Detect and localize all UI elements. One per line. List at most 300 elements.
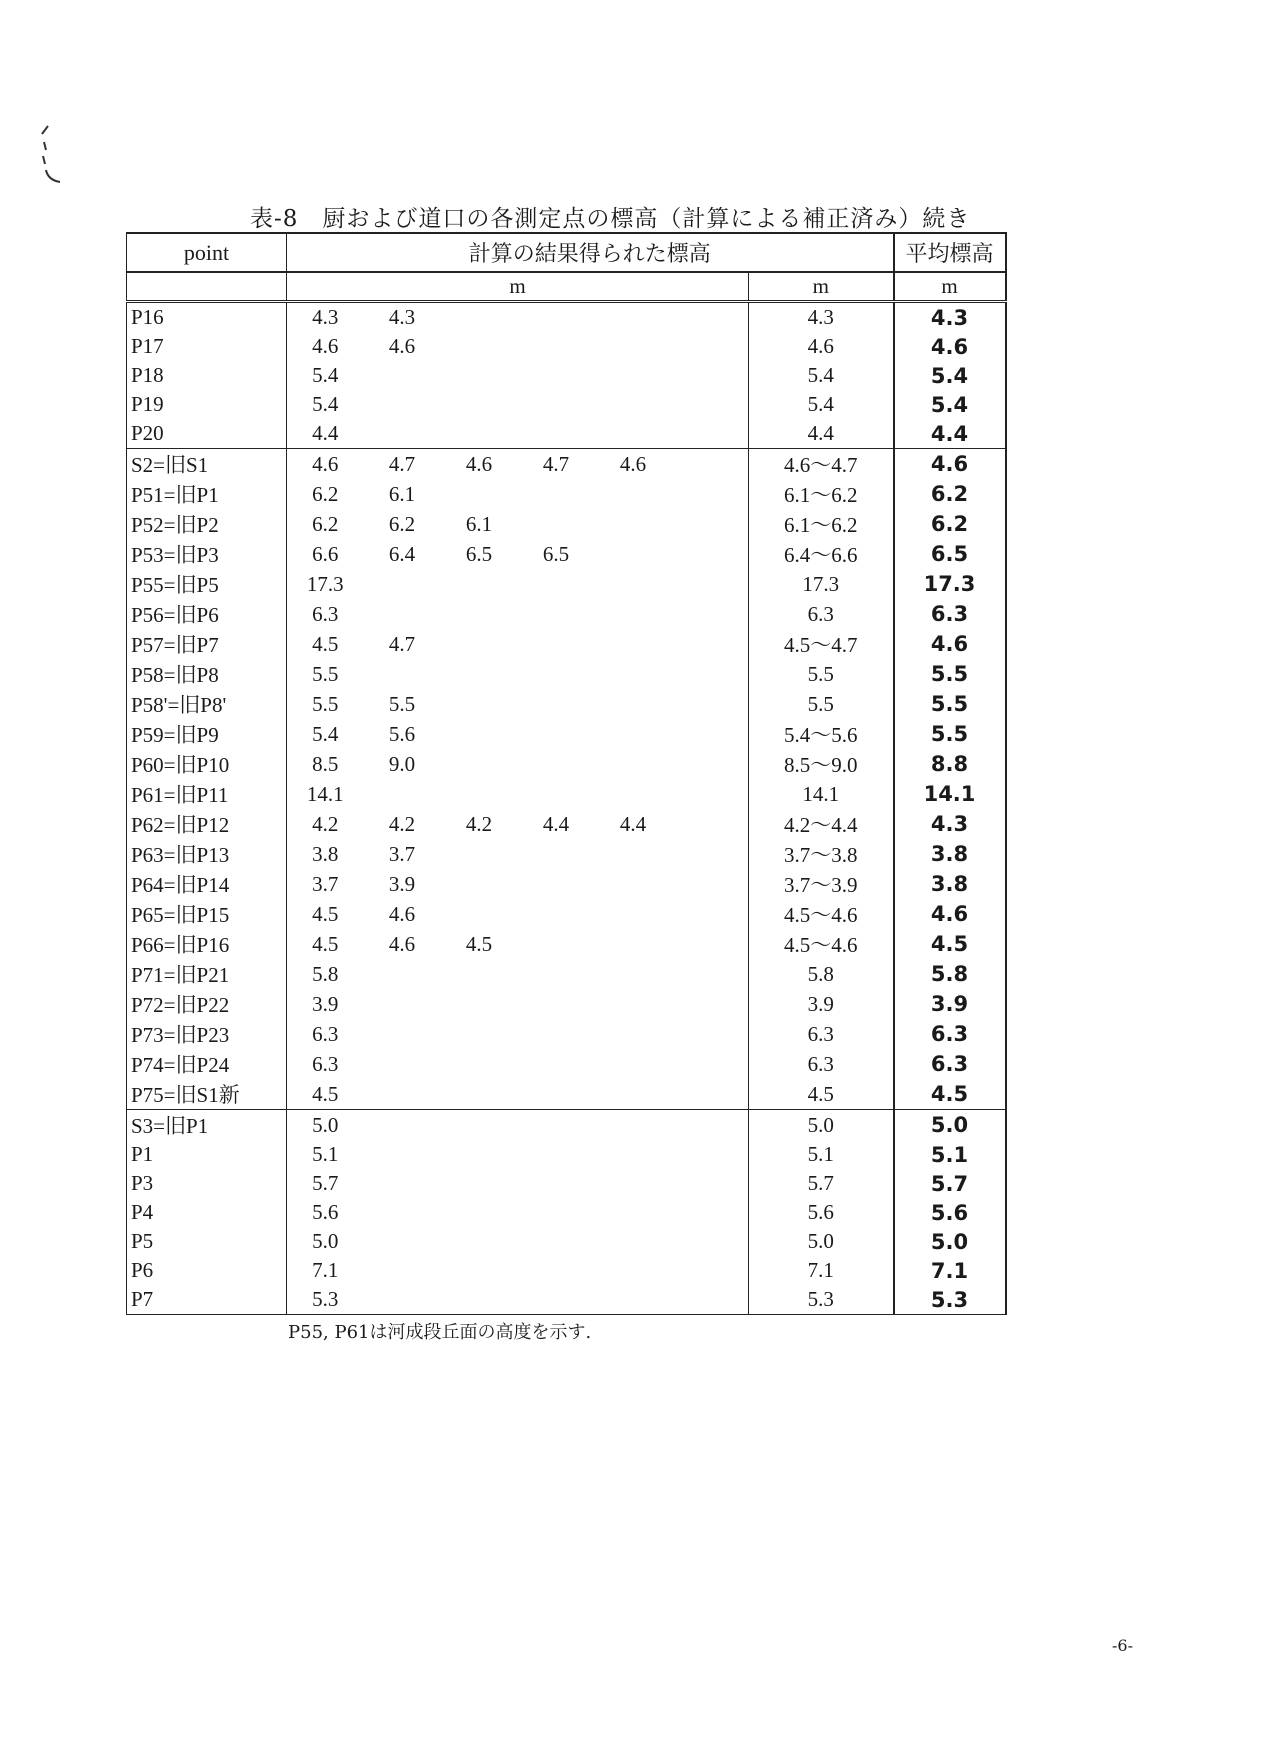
value-cell: 5.4 (312, 721, 339, 746)
value-cell: 4.6 (287, 449, 364, 480)
average-cell: 4.3 (894, 302, 1006, 333)
value-cell: 4.4 (619, 811, 647, 836)
value-cell (364, 1285, 441, 1315)
point-cell: P58=旧P8 (127, 659, 287, 689)
value-cell (595, 361, 672, 390)
value-cell (441, 1110, 518, 1141)
range-cell: 6.3 (749, 599, 894, 629)
table-row (127, 1227, 1006, 1256)
value-cell (518, 989, 595, 1019)
value-cell (672, 1140, 749, 1169)
range-cell: 5.1 (749, 1140, 894, 1169)
value-cell (441, 390, 518, 419)
value-cell: 4.5 (312, 631, 339, 656)
table-row (127, 569, 1006, 599)
value-cell (518, 1110, 595, 1141)
value-cell (595, 1079, 672, 1110)
value-cell: 5.1 (312, 1142, 339, 1166)
value-cell: 5.6 (388, 721, 416, 746)
value-cell (518, 1049, 595, 1079)
range-cell: 14.1 (749, 779, 894, 809)
value-cell (595, 1110, 672, 1141)
value-cell (672, 599, 749, 629)
average-cell: 3.9 (894, 989, 1006, 1019)
range-cell: 5.0 (749, 1110, 894, 1141)
average-cell: 5.0 (894, 1110, 1006, 1141)
value-cell: 4.5 (312, 1081, 339, 1106)
average-cell: 8.8 (894, 749, 1006, 779)
value-cell (364, 659, 441, 689)
table-row (127, 539, 1006, 569)
point-cell: P57=旧P7 (127, 629, 287, 659)
table-row (127, 959, 1006, 989)
value-cell (364, 1227, 441, 1256)
value-cell: 5.5 (312, 661, 339, 686)
point-cell: P75=旧S1新 (127, 1079, 287, 1110)
value-cell (595, 332, 672, 361)
table-row (127, 659, 1006, 689)
point-cell: P64=旧P14 (127, 869, 287, 899)
range-cell: 6.4～6.6 (749, 539, 894, 569)
range-cell: 4.6 (749, 332, 894, 361)
value-cell (364, 779, 441, 809)
point-cell: P62=旧P12 (127, 809, 287, 839)
value-cell (672, 659, 749, 689)
value-cell (672, 1019, 749, 1049)
value-cell (595, 629, 672, 659)
range-cell: 4.5～4.6 (749, 929, 894, 959)
value-cell (441, 959, 518, 989)
average-cell: 5.3 (894, 1285, 1006, 1315)
value-cell (441, 1019, 518, 1049)
value-cell (441, 361, 518, 390)
value-cell (595, 1198, 672, 1227)
value-cell (518, 959, 595, 989)
value-cell (441, 1285, 518, 1315)
range-cell: 5.5 (749, 659, 894, 689)
value-cell (672, 1198, 749, 1227)
value-cell: 3.9 (312, 991, 339, 1016)
point-cell: P60=旧P10 (127, 749, 287, 779)
value-cell (595, 989, 672, 1019)
point-cell: P7 (127, 1285, 287, 1315)
value-cell (595, 539, 672, 569)
value-cell (518, 659, 595, 689)
value-cell (595, 689, 672, 719)
range-cell: 17.3 (749, 569, 894, 599)
table-row (127, 719, 1006, 749)
point-cell: P72=旧P22 (127, 989, 287, 1019)
value-cell: 6.5 (542, 541, 570, 566)
value-cell (441, 419, 518, 449)
value-cell: 4.5 (312, 901, 339, 926)
value-cell: 5.4 (312, 363, 339, 387)
range-cell: 4.6～4.7 (749, 449, 894, 480)
average-cell: 4.4 (894, 419, 1006, 449)
value-cell: 6.2 (388, 511, 416, 536)
value-cell (441, 749, 518, 779)
value-cell (595, 1049, 672, 1079)
value-cell (441, 899, 518, 929)
table-row (127, 1140, 1006, 1169)
table-row (127, 361, 1006, 390)
value-cell (595, 869, 672, 899)
value-cell: 17.3 (306, 571, 344, 596)
average-cell: 14.1 (894, 779, 1006, 809)
table-row (127, 749, 1006, 779)
value-cell (518, 1256, 595, 1285)
average-unit: m (894, 272, 1006, 302)
value-cell (441, 332, 518, 361)
table-row (127, 419, 1006, 449)
calc-header: 計算の結果得られた標高 (287, 233, 894, 272)
value-cell: 3.8 (312, 841, 339, 866)
value-cell (441, 599, 518, 629)
table-row (127, 629, 1006, 659)
range-cell: 6.3 (749, 1019, 894, 1049)
value-cell (441, 839, 518, 869)
average-cell: 6.5 (894, 539, 1006, 569)
value-cell (441, 1227, 518, 1256)
average-cell: 6.2 (894, 509, 1006, 539)
point-cell: P19 (127, 390, 287, 419)
range-cell: 4.3 (749, 302, 894, 333)
value-cell: 6.3 (312, 601, 339, 626)
point-cell: P61=旧P11 (127, 779, 287, 809)
value-cell (518, 779, 595, 809)
table-row (127, 1079, 1006, 1110)
value-cell (518, 629, 595, 659)
value-cell (595, 1227, 672, 1256)
value-cell: 4.6 (388, 931, 416, 956)
point-cell: P52=旧P2 (127, 509, 287, 539)
value-cell (518, 899, 595, 929)
range-cell: 7.1 (749, 1256, 894, 1285)
value-cell (364, 569, 441, 599)
value-cell (518, 599, 595, 629)
value-cell (672, 1169, 749, 1198)
range-cell: 4.2～4.4 (749, 809, 894, 839)
table-row (127, 479, 1006, 509)
value-cell (595, 719, 672, 749)
point-cell: P16 (127, 302, 287, 333)
value-cell: 5.0 (312, 1229, 339, 1253)
average-cell: 5.0 (894, 1227, 1006, 1256)
value-cell (672, 569, 749, 599)
value-cell: 6.5 (465, 541, 493, 566)
value-cell (518, 869, 595, 899)
point-cell: P17 (127, 332, 287, 361)
value-cell (441, 302, 518, 333)
value-cell (518, 569, 595, 599)
value-cell: 4.2 (312, 811, 339, 836)
value-cell: 4.4 (542, 811, 570, 836)
point-cell: P53=旧P3 (127, 539, 287, 569)
value-cell (595, 839, 672, 869)
value-cell (364, 1110, 441, 1141)
average-cell: 3.8 (894, 869, 1006, 899)
table-title: 表-8 厨および道口の各測定点の標高（計算による補正済み）続き (250, 206, 971, 232)
value-cell (441, 1169, 518, 1198)
range-cell: 5.4 (749, 390, 894, 419)
table-row (127, 1110, 1006, 1141)
value-cell (595, 1019, 672, 1049)
table-row (127, 1049, 1006, 1079)
value-cell (441, 779, 518, 809)
average-cell: 6.3 (894, 1019, 1006, 1049)
average-cell: 17.3 (894, 569, 1006, 599)
value-cell (595, 599, 672, 629)
value-cell: 5.3 (287, 1285, 364, 1315)
range-cell: 5.4 (749, 361, 894, 390)
footnote: P55, P61は河成段丘面の高度を示す. (288, 1322, 592, 1343)
value-cell: 4.4 (312, 421, 339, 445)
value-cell (595, 419, 672, 449)
average-cell: 4.5 (894, 929, 1006, 959)
value-cell (672, 390, 749, 419)
value-cell: 14.1 (306, 781, 344, 806)
range-cell: 4.5～4.6 (749, 899, 894, 929)
average-cell: 5.6 (894, 1198, 1006, 1227)
value-cell (672, 779, 749, 809)
page-number: -6- (1112, 1636, 1133, 1655)
table-body (127, 302, 1006, 1315)
value-cell: 4.7 (388, 631, 416, 656)
table-row (127, 1256, 1006, 1285)
value-cell (518, 332, 595, 361)
range-cell: 5.3 (749, 1285, 894, 1315)
table-row (127, 332, 1006, 361)
value-cell (518, 929, 595, 959)
table-row (127, 839, 1006, 869)
value-cell (518, 839, 595, 869)
point-cell: P63=旧P13 (127, 839, 287, 869)
value-cell (364, 419, 441, 449)
table-row (127, 899, 1006, 929)
value-cell: 3.9 (388, 871, 416, 896)
value-cell: 5.8 (312, 961, 339, 986)
value-cell: 4.6 (312, 334, 339, 358)
point-cell: P59=旧P9 (127, 719, 287, 749)
average-cell: 6.2 (894, 479, 1006, 509)
table-row (127, 302, 1006, 333)
value-cell (595, 509, 672, 539)
value-cell (672, 332, 749, 361)
average-cell: 4.6 (894, 899, 1006, 929)
value-cell: 5.5 (388, 691, 416, 716)
value-cell: 5.5 (312, 691, 339, 716)
range-cell: 8.5～9.0 (749, 749, 894, 779)
value-cell (595, 1169, 672, 1198)
table-row (127, 1169, 1006, 1198)
table-row (127, 1019, 1006, 1049)
value-cell (518, 361, 595, 390)
point-cell: P73=旧P23 (127, 1019, 287, 1049)
value-cell: 4.6 (595, 449, 672, 480)
value-cell: 4.3 (287, 302, 364, 333)
point-cell: P65=旧P15 (127, 899, 287, 929)
value-cell (595, 1285, 672, 1315)
value-cell: 4.5 (465, 931, 493, 956)
value-cell: 4.6 (441, 449, 518, 480)
table-row (127, 929, 1006, 959)
value-cell (364, 1079, 441, 1110)
values-unit: m (287, 272, 749, 302)
value-cell: 6.3 (312, 1021, 339, 1046)
range-cell: 5.6 (749, 1198, 894, 1227)
margin-scribble-mark (34, 120, 70, 190)
value-cell (441, 569, 518, 599)
average-cell: 4.6 (894, 449, 1006, 480)
value-cell (518, 719, 595, 749)
value-cell (441, 989, 518, 1019)
value-cell (364, 1169, 441, 1198)
value-cell (672, 1049, 749, 1079)
average-cell: 4.6 (894, 629, 1006, 659)
value-cell (518, 479, 595, 509)
value-cell (672, 1079, 749, 1110)
value-cell (595, 929, 672, 959)
point-cell: S2=旧S1 (127, 449, 287, 480)
value-cell: 3.7 (388, 841, 416, 866)
value-cell (672, 809, 749, 839)
average-cell: 3.8 (894, 839, 1006, 869)
range-cell: 3.7～3.9 (749, 869, 894, 899)
table-row (127, 599, 1006, 629)
point-cell: P71=旧P21 (127, 959, 287, 989)
average-cell: 5.7 (894, 1169, 1006, 1198)
value-cell: 9.0 (388, 751, 416, 776)
point-cell: P18 (127, 361, 287, 390)
value-cell (518, 1079, 595, 1110)
value-cell (441, 629, 518, 659)
value-cell: 5.4 (312, 392, 339, 416)
value-cell (518, 1198, 595, 1227)
elevation-table (126, 232, 1007, 1315)
point-cell: P56=旧P6 (127, 599, 287, 629)
value-cell (364, 959, 441, 989)
value-cell (672, 629, 749, 659)
range-cell: 5.4～5.6 (749, 719, 894, 749)
value-cell (672, 929, 749, 959)
table-row (127, 779, 1006, 809)
value-cell (364, 1049, 441, 1079)
value-cell (672, 361, 749, 390)
value-cell: 4.2 (465, 811, 493, 836)
value-cell (595, 659, 672, 689)
table-row (127, 1198, 1006, 1227)
range-cell: 4.5～4.7 (749, 629, 894, 659)
average-cell: 4.5 (894, 1079, 1006, 1110)
point-cell: P6 (127, 1256, 287, 1285)
value-cell (672, 689, 749, 719)
value-cell (441, 719, 518, 749)
value-cell (672, 1227, 749, 1256)
value-cell (672, 509, 749, 539)
point-header: point (127, 233, 287, 272)
value-cell (672, 1285, 749, 1315)
point-cell: P20 (127, 419, 287, 449)
value-cell (595, 302, 672, 333)
value-cell (518, 1140, 595, 1169)
value-cell (595, 779, 672, 809)
table-row (127, 390, 1006, 419)
value-cell (518, 1169, 595, 1198)
value-cell: 6.1 (465, 511, 493, 536)
average-cell: 5.5 (894, 689, 1006, 719)
value-cell (518, 749, 595, 779)
value-cell (441, 689, 518, 719)
value-cell: 7.1 (312, 1258, 339, 1282)
value-cell (595, 1140, 672, 1169)
value-cell (518, 689, 595, 719)
value-cell (364, 1256, 441, 1285)
value-cell (364, 1140, 441, 1169)
value-cell: 6.3 (312, 1051, 339, 1076)
table-row (127, 509, 1006, 539)
range-cell: 5.5 (749, 689, 894, 719)
average-cell: 5.4 (894, 361, 1006, 390)
table-row (127, 1285, 1006, 1315)
value-cell (364, 1198, 441, 1227)
value-cell (441, 869, 518, 899)
average-cell: 4.3 (894, 809, 1006, 839)
point-cell: P55=旧P5 (127, 569, 287, 599)
point-cell: P1 (127, 1140, 287, 1169)
average-header: 平均標高 (894, 233, 1006, 272)
point-cell: P74=旧P24 (127, 1049, 287, 1079)
table-row (127, 989, 1006, 1019)
table-row (127, 449, 1006, 480)
value-cell (364, 390, 441, 419)
average-cell: 5.5 (894, 659, 1006, 689)
point-cell: P66=旧P16 (127, 929, 287, 959)
value-cell (672, 899, 749, 929)
value-cell (672, 1256, 749, 1285)
table-row (127, 809, 1006, 839)
value-cell (672, 959, 749, 989)
value-cell (595, 959, 672, 989)
value-cell: 5.6 (312, 1200, 339, 1224)
point-cell: P51=旧P1 (127, 479, 287, 509)
value-cell (364, 989, 441, 1019)
point-cell: P3 (127, 1169, 287, 1198)
value-cell (518, 390, 595, 419)
range-cell: 6.1～6.2 (749, 509, 894, 539)
value-cell (672, 419, 749, 449)
value-cell (364, 361, 441, 390)
value-cell: 4.6 (388, 901, 416, 926)
value-cell: 4.3 (364, 302, 441, 333)
value-cell (672, 449, 749, 480)
value-cell (441, 659, 518, 689)
range-cell: 4.5 (749, 1079, 894, 1110)
value-cell: 4.5 (312, 931, 339, 956)
average-cell: 6.3 (894, 599, 1006, 629)
value-cell (364, 1019, 441, 1049)
value-cell: 6.1 (388, 481, 416, 506)
average-cell: 5.4 (894, 390, 1006, 419)
table-row (127, 869, 1006, 899)
range-cell: 5.8 (749, 959, 894, 989)
value-cell (441, 1198, 518, 1227)
value-cell: 5.7 (312, 1171, 339, 1195)
value-cell (672, 302, 749, 333)
value-cell (518, 509, 595, 539)
value-cell (441, 1140, 518, 1169)
value-cell: 4.7 (518, 449, 595, 480)
value-cell (595, 479, 672, 509)
